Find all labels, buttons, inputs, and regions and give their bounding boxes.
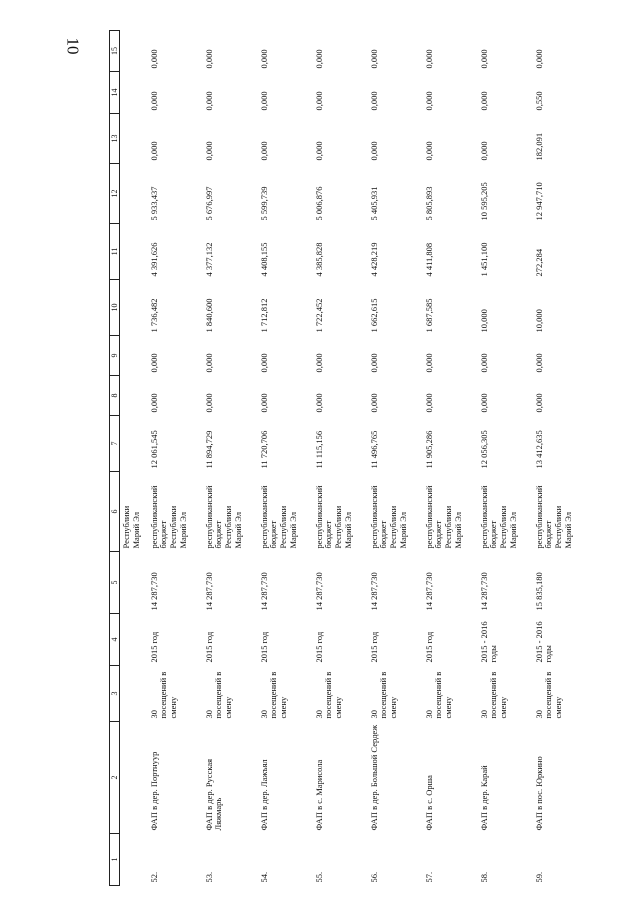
- col-13-value: 0,000: [478, 141, 489, 161]
- col-8-value: 0,000: [148, 393, 159, 413]
- capacity: 30 посещений в смену: [203, 671, 234, 719]
- col-15-value: 0,000: [478, 49, 489, 69]
- row-number: 59.: [533, 871, 544, 883]
- col-8-value: 0,000: [368, 393, 379, 413]
- col-8-value: 0,000: [423, 393, 434, 413]
- table-row: [423, 31, 478, 886]
- col-12-value: 5 676,997: [203, 186, 214, 221]
- construction-period: 2015 - 2016 годы: [533, 621, 554, 663]
- col-13-value: 0,000: [203, 141, 214, 161]
- header-cell: 10: [110, 280, 120, 336]
- finance-source: республиканский бюджет Республики Марий Эл: [258, 485, 298, 549]
- capacity: 30 посещений в смену: [148, 671, 179, 719]
- construction-period: 2015 год: [423, 631, 434, 663]
- col-9-value: 0,000: [533, 353, 544, 373]
- finance-source-continuation: Республики Марий Эл: [121, 505, 141, 549]
- col-14-value: 0,000: [478, 91, 489, 111]
- row-number: 55.: [313, 871, 324, 883]
- table-row: [258, 31, 313, 886]
- table-row: [533, 31, 588, 886]
- header-cell: 6: [110, 472, 120, 552]
- col-11-value: 1 451,100: [478, 242, 489, 277]
- finance-source: республиканский бюджет Республики Марий Эл: [478, 485, 518, 549]
- capacity: 30 посещений в смену: [423, 671, 454, 719]
- estimated-cost: 14 287,730: [203, 572, 214, 611]
- capacity: 30 посещений в смену: [313, 671, 344, 719]
- col-15-value: 0,000: [313, 49, 324, 69]
- col-14-value: 0,000: [368, 91, 379, 111]
- col-10-value: 1 687,585: [423, 298, 434, 333]
- capacity: 30 посещений в смену: [368, 671, 399, 719]
- table-row: [478, 31, 533, 886]
- col-8-value: 0,000: [258, 393, 269, 413]
- col-13-value: 0,000: [313, 141, 324, 161]
- row-number: 53.: [203, 871, 214, 883]
- col-12-value: 5 599,739: [258, 186, 269, 221]
- col-9-value: 0,000: [478, 353, 489, 373]
- col-15-value: 0,000: [203, 49, 214, 69]
- col-11-value: 4 391,626: [148, 242, 159, 277]
- finance-source: республиканский бюджет Республики Марий Эл: [533, 485, 573, 549]
- rotated-table-sheet: [109, 31, 625, 886]
- header-cell: 13: [110, 114, 120, 164]
- construction-period: 2015 год: [148, 631, 159, 663]
- capacity: 30 посещений в смену: [258, 671, 289, 719]
- col-11-value: 272,284: [533, 248, 544, 277]
- col-7-value: 12 056,305: [478, 430, 489, 469]
- header-cell: 14: [110, 72, 120, 114]
- col-9-value: 0,000: [313, 353, 324, 373]
- col-10-value: 1 712,812: [258, 298, 269, 333]
- table-row: [368, 31, 423, 886]
- col-9-value: 0,000: [148, 353, 159, 373]
- finance-source: республиканский бюджет Республики Марий Эл: [368, 485, 408, 549]
- row-number: 52.: [148, 871, 159, 883]
- facility-name: ФАП в дер. Лажъял: [258, 759, 269, 831]
- capacity: 30 посещений в смену: [478, 671, 509, 719]
- estimated-cost: 14 287,730: [258, 572, 269, 611]
- col-12-value: 12 947,710: [533, 182, 544, 221]
- col-7-value: 11 720,706: [258, 430, 269, 469]
- facility-name: ФАП в с. Орша: [423, 775, 434, 831]
- col-10-value: 10,000: [533, 309, 544, 333]
- row-number: 57.: [423, 871, 434, 883]
- col-9-value: 0,000: [258, 353, 269, 373]
- finance-source: республиканский бюджет Республики Марий Эл: [203, 485, 243, 549]
- page-number: 10: [63, 37, 83, 55]
- estimated-cost: 14 287,730: [423, 572, 434, 611]
- col-13-value: 0,000: [423, 141, 434, 161]
- continuation-row: [120, 31, 148, 886]
- row-number: 54.: [258, 871, 269, 883]
- col-10-value: 10,000: [478, 309, 489, 333]
- header-cell: 3: [110, 666, 120, 722]
- col-7-value: 11 496,765: [368, 430, 379, 469]
- col-15-value: 0,000: [258, 49, 269, 69]
- header-cell: 7: [110, 416, 120, 472]
- col-9-value: 0,000: [203, 353, 214, 373]
- facilities-table: [109, 30, 588, 886]
- column-number-header: [110, 31, 120, 886]
- col-15-value: 0,000: [368, 49, 379, 69]
- col-12-value: 5 805,893: [423, 186, 434, 221]
- col-9-value: 0,000: [368, 353, 379, 373]
- facility-name: ФАП в дер. Карай: [478, 765, 489, 831]
- col-8-value: 0,000: [533, 393, 544, 413]
- construction-period: 2015 год: [313, 631, 324, 663]
- estimated-cost: 15 835,180: [533, 572, 544, 611]
- header-cell: 12: [110, 164, 120, 224]
- row-number: 58.: [478, 871, 489, 883]
- col-7-value: 11 115,156: [313, 430, 324, 469]
- header-cell: 15: [110, 31, 120, 72]
- col-11-value: 4 408,155: [258, 242, 269, 277]
- col-10-value: 1 840,600: [203, 298, 214, 333]
- col-14-value: 0,000: [203, 91, 214, 111]
- header-cell: 8: [110, 376, 120, 416]
- row-number: 56.: [368, 871, 379, 883]
- col-8-value: 0,000: [203, 393, 214, 413]
- col-14-value: 0,000: [148, 91, 159, 111]
- col-15-value: 0,000: [423, 49, 434, 69]
- facility-name: ФАП в дер. Большой Сердеж: [368, 724, 379, 831]
- finance-source: республиканский бюджет Республики Марий Эл: [313, 485, 353, 549]
- col-7-value: 13 412,635: [533, 430, 544, 469]
- header-cell: 5: [110, 552, 120, 614]
- finance-source: республиканский бюджет Республики Марий Эл: [148, 485, 188, 549]
- construction-period: 2015 - 2016 годы: [478, 621, 499, 663]
- estimated-cost: 14 287,730: [368, 572, 379, 611]
- header-cell: 9: [110, 336, 120, 376]
- finance-source: республиканский бюджет Республики Марий Эл: [423, 485, 463, 549]
- col-8-value: 0,000: [478, 393, 489, 413]
- col-10-value: 1 736,482: [148, 298, 159, 333]
- col-10-value: 1 722,452: [313, 298, 324, 333]
- facility-name: ФАП в дер. Русская Ляжмарь: [203, 758, 224, 831]
- header-cell: 4: [110, 614, 120, 666]
- facility-name: ФАП в пос. Юркино: [533, 756, 544, 831]
- col-11-value: 4 411,808: [423, 242, 434, 277]
- header-cell: 1: [110, 834, 120, 886]
- facility-name: ФАП в дер. Портнуур: [148, 751, 159, 831]
- col-7-value: 11 905,286: [423, 430, 434, 469]
- col-9-value: 0,000: [423, 353, 434, 373]
- col-14-value: 0,000: [258, 91, 269, 111]
- estimated-cost: 14 287,730: [148, 572, 159, 611]
- table-row: [148, 31, 203, 886]
- col-12-value: 5 933,437: [148, 186, 159, 221]
- header-cell: 11: [110, 224, 120, 280]
- col-13-value: 0,000: [258, 141, 269, 161]
- col-13-value: 182,091: [533, 132, 544, 161]
- col-12-value: 10 595,205: [478, 182, 489, 221]
- construction-period: 2015 год: [368, 631, 379, 663]
- capacity: 30 посещений в смену: [533, 671, 564, 719]
- col-15-value: 0,000: [533, 49, 544, 69]
- col-14-value: 0,000: [423, 91, 434, 111]
- construction-period: 2015 год: [203, 631, 214, 663]
- table-row: [203, 31, 258, 886]
- col-13-value: 0,000: [368, 141, 379, 161]
- header-cell: 2: [110, 722, 120, 834]
- col-14-value: 0,000: [313, 91, 324, 111]
- col-12-value: 5 006,876: [313, 186, 324, 221]
- construction-period: 2015 год: [258, 631, 269, 663]
- table-row: [313, 31, 368, 886]
- col-14-value: 0,550: [533, 91, 544, 111]
- estimated-cost: 14 287,730: [313, 572, 324, 611]
- col-15-value: 0,000: [148, 49, 159, 69]
- col-12-value: 5 405,931: [368, 186, 379, 221]
- col-11-value: 4 377,132: [203, 242, 214, 277]
- col-7-value: 11 894,729: [203, 430, 214, 469]
- col-7-value: 12 061,545: [148, 430, 159, 469]
- facility-name: ФАП в с. Марисола: [313, 759, 324, 831]
- col-8-value: 0,000: [313, 393, 324, 413]
- col-10-value: 1 662,615: [368, 298, 379, 333]
- col-13-value: 0,000: [148, 141, 159, 161]
- col-11-value: 4 428,219: [368, 242, 379, 277]
- estimated-cost: 14 287,730: [478, 572, 489, 611]
- col-11-value: 4 385,828: [313, 242, 324, 277]
